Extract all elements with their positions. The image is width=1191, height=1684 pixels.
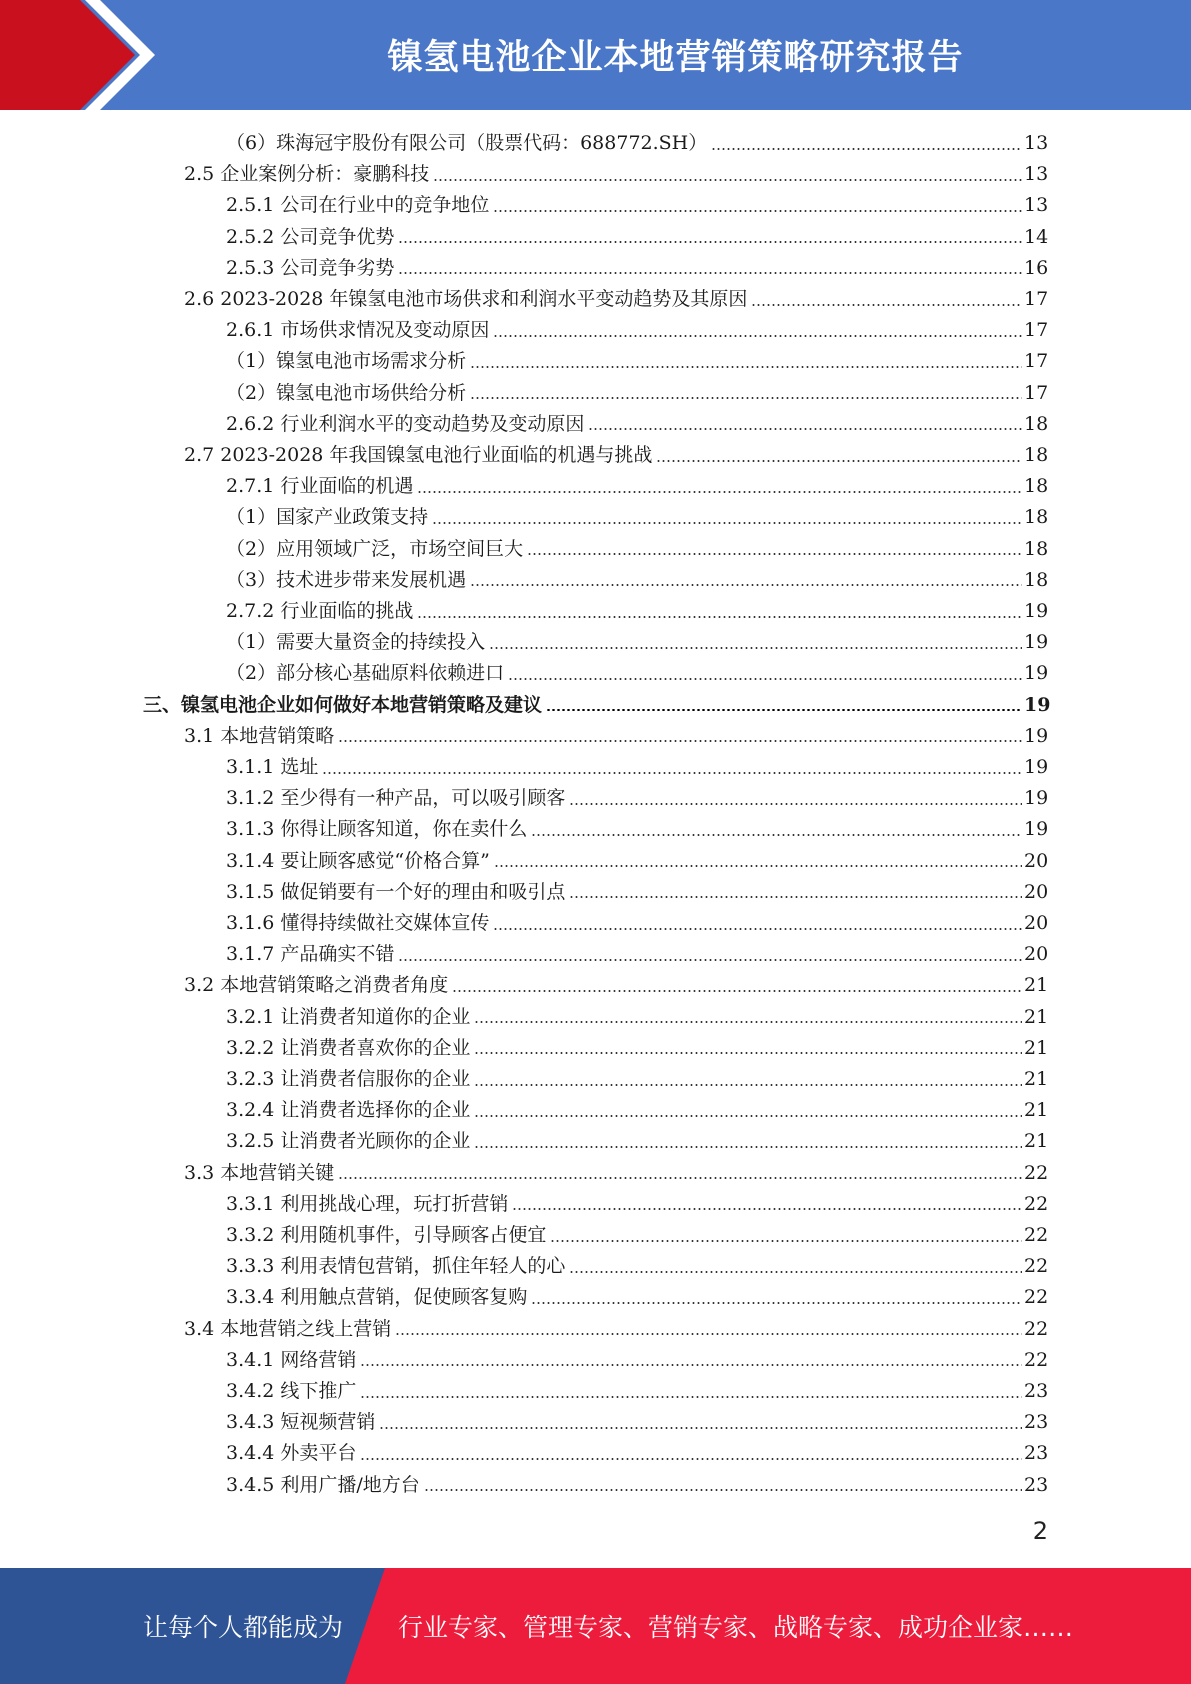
toc-entry[interactable] <box>226 908 1048 939</box>
toc-entry-page: 16 <box>1024 256 1049 279</box>
toc-dot-leader <box>569 896 1022 898</box>
toc-entry-label: 2.6.2 行业利润水平的变动趋势及变动原因 <box>226 412 585 435</box>
toc-dot-leader <box>424 1489 1022 1491</box>
toc-entry-label: 2.5 企业案例分析：豪鹏科技 <box>184 163 430 186</box>
toc-entry[interactable] <box>226 222 1048 253</box>
toc-dot-leader <box>452 990 1022 992</box>
toc-entry[interactable] <box>226 346 1048 377</box>
toc-entry[interactable] <box>184 1158 1048 1189</box>
toc-entry-label: （2）部分核心基础原料依赖进口 <box>226 662 505 685</box>
toc-entry[interactable] <box>143 690 1051 721</box>
toc-entry-label: 3.1 本地营销策略 <box>184 724 335 747</box>
toc-entry-label: 2.6 2023-2028 年镍氢电池市场供求和利润水平变动趋势及其原因 <box>184 288 748 310</box>
toc-dot-leader <box>433 179 1022 181</box>
toc-entry-page: 23 <box>1024 1473 1049 1496</box>
toc-entry[interactable] <box>226 783 1048 814</box>
toc-dot-leader <box>588 428 1022 430</box>
toc-entry-page: 18 <box>1024 475 1049 498</box>
toc-entry-page: 13 <box>1024 132 1049 154</box>
toc-dot-leader <box>470 584 1022 586</box>
toc-entry[interactable] <box>184 159 1048 190</box>
toc-entry-label: 2.5.1 公司在行业中的竞争地位 <box>226 194 490 217</box>
toc-entry-label: 3.1.1 选址 <box>226 756 319 778</box>
toc-entry-page: 21 <box>1024 1036 1049 1059</box>
toc-dot-leader <box>322 772 1022 774</box>
toc-entry[interactable] <box>226 128 1048 159</box>
toc-entry[interactable] <box>226 1220 1048 1251</box>
toc-entry[interactable] <box>226 814 1048 845</box>
toc-entry-page: 21 <box>1024 1005 1049 1028</box>
page-number: 2 <box>1032 1517 1048 1545</box>
toc-entry-label: （1）镍氢电池市场需求分析 <box>226 350 467 373</box>
toc-entry-label: 3.4 本地营销之线上营销 <box>184 1317 392 1340</box>
toc-entry-page: 18 <box>1024 444 1049 466</box>
toc-entry-label: 3.1.7 产品确实不错 <box>226 943 395 966</box>
toc-entry[interactable] <box>226 1438 1048 1469</box>
toc-entry[interactable] <box>226 378 1048 409</box>
toc-entry-page: 19 <box>1024 600 1049 622</box>
toc-entry-label: 3.2.3 让消费者信服你的企业 <box>226 1068 471 1090</box>
toc-dot-leader <box>711 148 1022 150</box>
toc-dot-leader <box>398 241 1022 243</box>
toc-entry[interactable] <box>226 1033 1048 1064</box>
toc-entry-label: 2.6.1 市场供求情况及变动原因 <box>226 319 490 342</box>
toc-entry-page: 19 <box>1024 724 1049 747</box>
toc-entry[interactable] <box>226 658 1048 689</box>
toc-entry-label: 3.4.1 网络营销 <box>226 1348 357 1371</box>
toc-entry-page: 23 <box>1024 1411 1049 1434</box>
toc-entry-page: 20 <box>1024 880 1049 903</box>
toc-entry-label: （2）应用领域广泛，市场空间巨大 <box>226 537 524 560</box>
toc-entry-page: 13 <box>1024 163 1049 186</box>
toc-entry-page: 22 <box>1024 1224 1049 1246</box>
toc-entry[interactable] <box>184 1314 1048 1345</box>
toc-entry-page: 18 <box>1024 568 1049 591</box>
toc-entry[interactable] <box>226 1251 1048 1282</box>
toc-entry-page: 19 <box>1024 693 1051 716</box>
toc-entry-page: 20 <box>1024 943 1049 966</box>
toc-entry-page: 13 <box>1024 194 1049 217</box>
toc-entry[interactable] <box>226 1064 1048 1095</box>
toc-entry-page: 18 <box>1024 506 1049 529</box>
toc-entry-page: 17 <box>1024 350 1049 373</box>
toc-dot-leader <box>474 1115 1022 1117</box>
toc-dot-leader <box>527 553 1022 555</box>
toc-entry-page: 19 <box>1024 787 1049 810</box>
toc-dot-leader <box>569 803 1022 805</box>
toc-entry-label: 3.4.3 短视频营销 <box>226 1411 376 1434</box>
toc-entry[interactable] <box>184 440 1048 471</box>
toc-entry[interactable] <box>226 502 1048 533</box>
toc-dot-leader <box>508 678 1022 680</box>
toc-entry-page: 21 <box>1024 974 1049 997</box>
toc-entry[interactable] <box>226 1376 1048 1407</box>
footer-slogan-right: 行业专家、管理专家、营销专家、战略专家、成功企业家…… <box>398 1613 1074 1642</box>
toc-entry-label: 3.3.2 利用随机事件，引导顾客占便宜 <box>226 1224 547 1246</box>
toc-entry-page: 17 <box>1024 319 1049 342</box>
toc-dot-leader <box>395 1333 1022 1335</box>
toc-entry-page: 17 <box>1024 288 1049 310</box>
header-arrow-logo <box>0 0 160 110</box>
toc-entry[interactable] <box>226 1126 1048 1157</box>
toc-entry-label: 3.2.5 让消费者光顾你的企业 <box>226 1130 471 1153</box>
toc-entry-label: 三、镍氢电池企业如何做好本地营销策略及建议 <box>143 693 543 716</box>
toc-entry[interactable] <box>226 1470 1048 1501</box>
toc-entry[interactable] <box>226 1345 1048 1376</box>
toc-entry-page: 22 <box>1024 1255 1049 1278</box>
toc-dot-leader <box>360 1396 1022 1398</box>
toc-entry-page: 19 <box>1024 756 1049 778</box>
toc-entry-label: 3.2 本地营销策略之消费者角度 <box>184 974 449 997</box>
toc-dot-leader <box>338 740 1022 742</box>
toc-entry-label: 3.2.4 让消费者选择你的企业 <box>226 1099 471 1122</box>
toc-entry-label: 3.1.3 你得让顾客知道，你在卖什么 <box>226 818 528 841</box>
toc-dot-leader <box>493 335 1022 337</box>
toc-entry[interactable] <box>226 939 1048 970</box>
toc-entry-page: 14 <box>1024 225 1049 248</box>
toc-entry[interactable] <box>226 752 1048 783</box>
toc-dot-leader <box>474 1084 1022 1086</box>
toc-entry-page: 23 <box>1024 1442 1049 1465</box>
page-footer <box>0 1568 1191 1684</box>
toc-dot-leader <box>493 928 1022 930</box>
toc-entry-page: 19 <box>1024 662 1049 685</box>
toc-entry-label: 2.7 2023-2028 年我国镍氢电池行业面临的机遇与挑战 <box>184 444 653 466</box>
toc-entry-page: 18 <box>1024 537 1049 560</box>
toc-entry-label: 2.7.1 行业面临的机遇 <box>226 475 414 498</box>
toc-entry-label: 3.3 本地营销关键 <box>184 1161 335 1184</box>
toc-dot-leader <box>531 1302 1022 1304</box>
toc-entry-label: 2.5.3 公司竞争劣势 <box>226 256 395 279</box>
toc-entry[interactable] <box>184 284 1048 315</box>
toc-entry-page: 23 <box>1024 1380 1049 1402</box>
toc-entry-label: 3.2.2 让消费者喜欢你的企业 <box>226 1036 471 1059</box>
toc-entry-label: 3.1.2 至少得有一种产品，可以吸引顾客 <box>226 787 566 810</box>
toc-entry-label: 3.4.5 利用广播/地方台 <box>226 1473 420 1496</box>
toc-entry-page: 21 <box>1024 1068 1049 1090</box>
toc-dot-leader <box>417 491 1022 493</box>
toc-entry[interactable] <box>226 315 1048 346</box>
toc-entry[interactable] <box>226 1407 1048 1438</box>
toc-entry-label: 3.2.1 让消费者知道你的企业 <box>226 1005 471 1028</box>
page-header <box>0 0 1191 110</box>
toc-dot-leader <box>360 1364 1022 1366</box>
toc-entry-label: （1）国家产业政策支持 <box>226 506 429 529</box>
toc-entry[interactable] <box>226 627 1048 658</box>
toc-entry[interactable] <box>226 877 1048 908</box>
toc-entry-page: 22 <box>1024 1317 1049 1340</box>
toc-entry[interactable] <box>226 471 1048 502</box>
toc-dot-leader <box>338 1177 1022 1179</box>
toc-entry-label: 2.7.2 行业面临的挑战 <box>226 600 414 622</box>
report-title: 镍氢电池企业本地营销策略研究报告 <box>387 38 964 78</box>
toc-entry-label: （2）镍氢电池市场供给分析 <box>226 381 467 404</box>
footer-slogan-left: 让每个人都能成为 <box>143 1613 344 1642</box>
toc-entry[interactable] <box>226 846 1048 877</box>
toc-dot-leader <box>470 366 1022 368</box>
toc-entry-page: 22 <box>1024 1161 1049 1184</box>
toc-entry-page: 17 <box>1024 381 1049 404</box>
toc-entry[interactable] <box>226 1095 1048 1126</box>
toc-entry-label: 3.1.5 做促销要有一个好的理由和吸引点 <box>226 880 566 903</box>
toc-dot-leader <box>751 304 1022 306</box>
toc-entry-page: 22 <box>1024 1348 1049 1371</box>
toc-entry[interactable] <box>184 721 1048 752</box>
toc-entry-label: （1）需要大量资金的持续投入 <box>226 631 486 654</box>
toc-dot-leader <box>546 709 1022 711</box>
toc-entry[interactable] <box>226 253 1048 284</box>
toc-dot-leader <box>398 959 1022 961</box>
toc-entry[interactable] <box>226 1002 1048 1033</box>
toc-entry-label: 3.1.4 要让顾客感觉“价格合算” <box>226 849 490 872</box>
toc-entry-page: 22 <box>1024 1286 1049 1309</box>
toc-dot-leader <box>474 1052 1022 1054</box>
toc-dot-leader <box>432 522 1022 524</box>
toc-entry[interactable] <box>226 409 1048 440</box>
toc-entry-page: 19 <box>1024 631 1049 654</box>
toc-entry-label: 3.4.2 线下推广 <box>226 1380 357 1402</box>
toc-dot-leader <box>512 1208 1022 1210</box>
toc-dot-leader <box>417 616 1022 618</box>
toc-dot-leader <box>494 865 1022 867</box>
toc-entry[interactable] <box>226 534 1048 565</box>
toc-entry-page: 19 <box>1024 818 1049 841</box>
toc-dot-leader <box>531 834 1022 836</box>
toc-entry[interactable] <box>226 190 1048 221</box>
toc-entry-label: 2.5.2 公司竞争优势 <box>226 225 395 248</box>
toc-entry-label: 3.1.6 懂得持续做社交媒体宣传 <box>226 912 490 934</box>
toc-entry-page: 20 <box>1024 849 1049 872</box>
toc-entry-label: 3.3.3 利用表情包营销，抓住年轻人的心 <box>226 1255 566 1278</box>
toc-entry[interactable] <box>226 596 1048 627</box>
toc-dot-leader <box>470 397 1022 399</box>
toc-dot-leader <box>489 647 1022 649</box>
toc-entry-page: 22 <box>1024 1192 1049 1215</box>
toc-dot-leader <box>569 1271 1022 1273</box>
toc-entry-label: （3）技术进步带来发展机遇 <box>226 568 467 591</box>
toc-dot-leader <box>379 1427 1022 1429</box>
toc-entry[interactable] <box>226 565 1048 596</box>
toc-entry-label: （6）珠海冠宇股份有限公司（股票代码：688772.SH） <box>226 132 708 154</box>
toc-entry[interactable] <box>184 970 1048 1001</box>
toc-entry-page: 20 <box>1024 912 1049 934</box>
toc-dot-leader <box>493 210 1022 212</box>
toc-dot-leader <box>398 272 1022 274</box>
toc-dot-leader <box>474 1146 1022 1148</box>
toc-entry-label: 3.3.4 利用触点营销，促使顾客复购 <box>226 1286 528 1309</box>
toc-entry-page: 21 <box>1024 1099 1049 1122</box>
toc-dot-leader <box>360 1458 1022 1460</box>
toc-dot-leader <box>474 1021 1022 1023</box>
toc-entry-label: 3.3.1 利用挑战心理，玩打折营销 <box>226 1192 509 1215</box>
toc-entry-label: 3.4.4 外卖平台 <box>226 1442 357 1465</box>
toc-dot-leader <box>550 1240 1022 1242</box>
toc-dot-leader <box>656 460 1022 462</box>
toc-entry[interactable] <box>226 1282 1048 1313</box>
toc-entry[interactable] <box>226 1189 1048 1220</box>
toc-entry-page: 21 <box>1024 1130 1049 1153</box>
toc-entry-page: 18 <box>1024 412 1049 435</box>
